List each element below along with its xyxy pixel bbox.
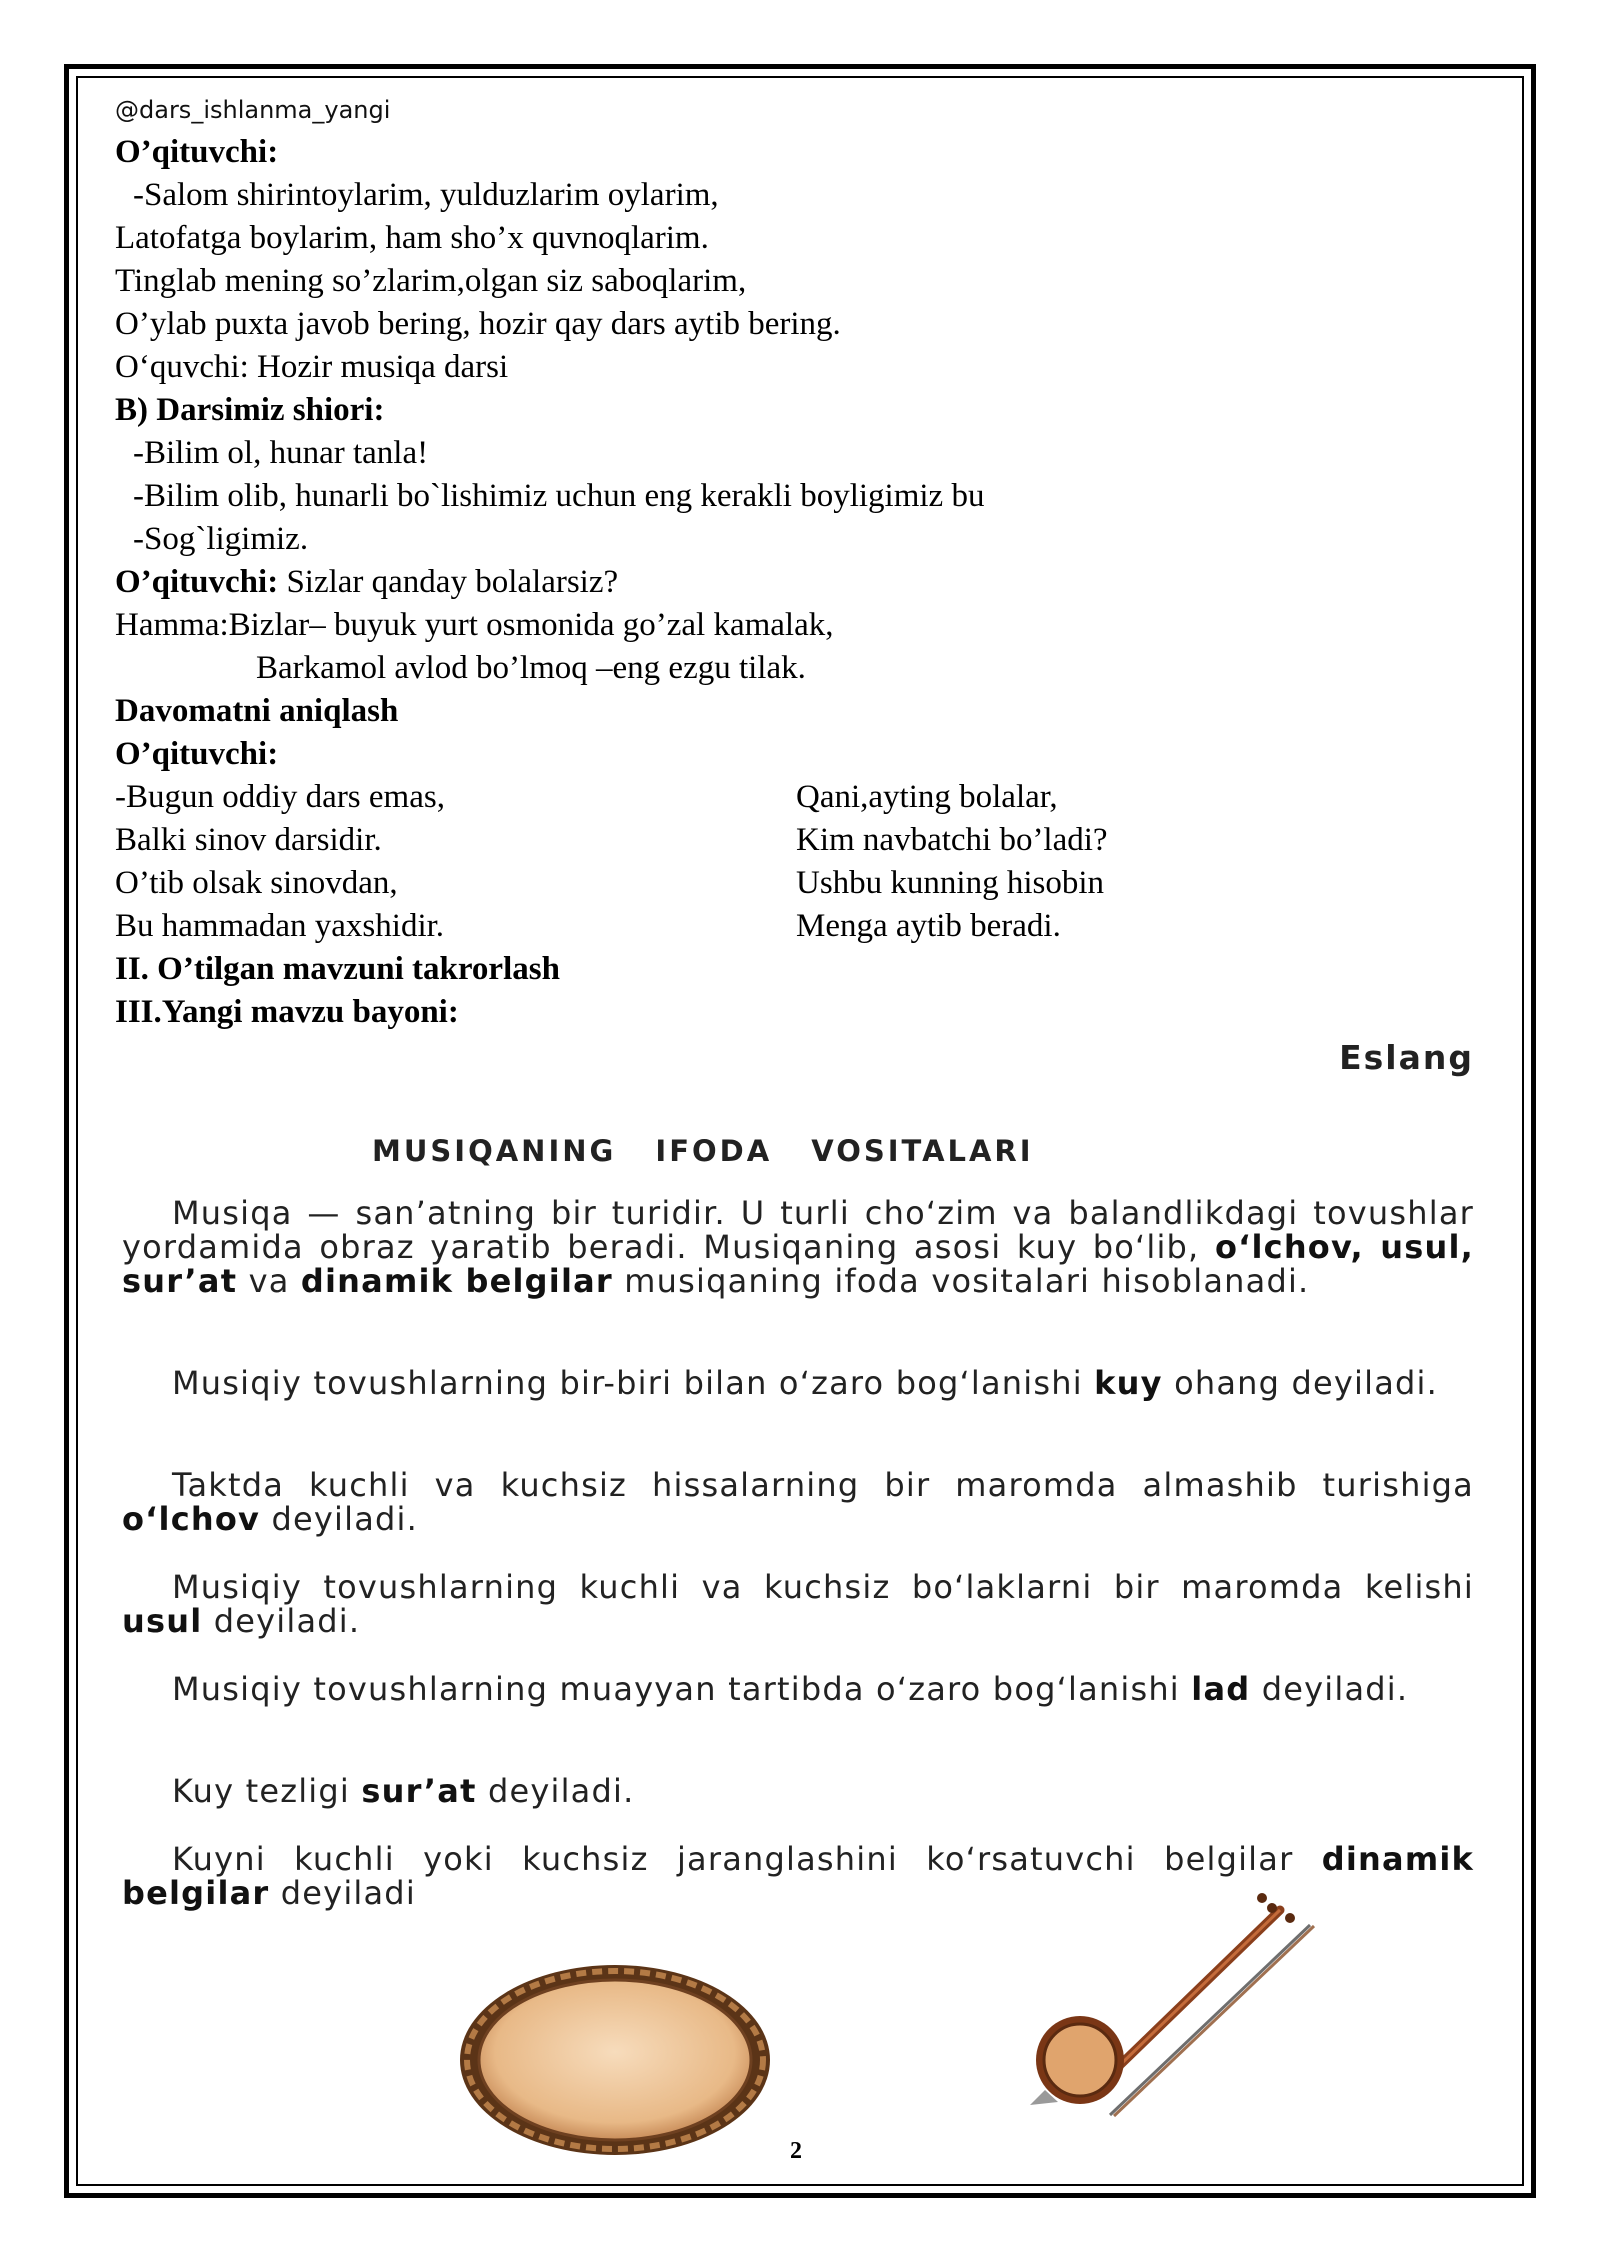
text-line: O‘quvchi: Hozir musiqa darsi xyxy=(115,349,509,385)
motto-heading: B) Darsimiz shiori: xyxy=(115,392,385,428)
section-heading-3: III.Yangi mavzu bayoni: xyxy=(115,994,459,1030)
question-text: Sizlar qanday bolalarsiz? xyxy=(286,564,619,600)
book-paragraph: Musiqiy tovushlarning bir-biri bilan o‘zaro bog‘lanishi kuy ohang deyiladi. xyxy=(172,1364,1438,1402)
teacher-label: O’qituvchi: xyxy=(115,564,279,600)
poem-right-line: Kim navbatchi bo’ladi? xyxy=(796,822,1108,858)
poem-right-line: Ushbu kunning hisobin xyxy=(796,865,1105,901)
string-instrument-icon xyxy=(1010,1890,1320,2120)
poem-left-line: Balki sinov darsidir. xyxy=(115,822,382,858)
book-paragraph: Musiqiy tovushlarning muayyan tartibda o‘zaro bog‘lanishi lad deyiladi. xyxy=(172,1670,1409,1708)
book-paragraph: Taktda kuchli va kuchsiz hissalarning bir maromda almashib turishiga o‘lchov deyiladi. xyxy=(122,1466,1474,1538)
book-paragraph: Kuyni kuchli yoki kuchsiz jaranglashini ko‘rsatuvchi belgilar dinamik belgilar deyiladi xyxy=(122,1840,1475,1912)
text-line: Hamma:Bizlar– buyuk yurt osmonida go’zal kamalak, xyxy=(115,607,834,643)
text-line: O’ylab puxta javob bering, hozir qay dars aytib bering. xyxy=(115,306,841,342)
page-number: 2 xyxy=(790,2138,802,2164)
doira-drum-icon xyxy=(455,1960,775,2160)
book-title: MUSIQANING IFODA VOSITALARI xyxy=(372,1134,1034,1168)
poem-left-line: -Bugun oddiy dars emas, xyxy=(115,779,445,815)
watermark: @dars_ishlanma_yangi xyxy=(115,96,391,124)
section-heading-2: II. O’tilgan mavzuni takrorlash xyxy=(115,951,560,987)
teacher-question xyxy=(115,562,618,602)
book-paragraph: Kuy tezligi sur’at deyiladi. xyxy=(172,1772,635,1810)
poem-right-line: Qani,ayting bolalar, xyxy=(796,779,1058,815)
text-line: -Bilim olib, hunarli bo`lishimiz uchun eng kerakli boyligimiz bu xyxy=(133,478,985,514)
book-paragraph: Musiqa — san’atning bir turidir. U turli cho‘zim va balandlikdagi tovushlar yordamida obraz yaratib beradi. Musiqaning asosi kuy bo‘lib, o‘lchov, usul, sur’at va dinamik belgilar musiqaning ifoda vositalari hisoblanadi. xyxy=(122,1194,1475,1300)
text-line: -Sog`ligimiz. xyxy=(133,521,309,557)
poem-left-line: Bu hammadan yaxshidir. xyxy=(115,908,445,944)
poem-left-line: O’tib olsak sinovdan, xyxy=(115,865,398,901)
text-line: -Bilim ol, hunar tanla! xyxy=(133,435,429,471)
poem-right-line: Menga aytib beradi. xyxy=(796,908,1061,944)
attendance-heading: Davomatni aniqlash xyxy=(115,693,399,729)
eslang-label: Eslang xyxy=(1339,1038,1474,1077)
book-paragraph: Musiqiy tovushlarning kuchli va kuchsiz bo‘laklarni bir maromda kelishi usul deyiladi. xyxy=(122,1568,1474,1640)
text-line: Tinglab mening so’zlarim,olgan siz saboqlarim, xyxy=(115,263,747,299)
text-line: Barkamol avlod bo’lmoq –eng ezgu tilak. xyxy=(256,650,806,686)
text-line: -Salom shirintoylarim, yulduzlarim oylarim, xyxy=(133,177,719,213)
teacher-label: O’qituvchi: xyxy=(115,736,279,772)
text-line: Latofatga boylarim, ham sho’x quvnoqlarim. xyxy=(115,220,709,256)
teacher-label: O’qituvchi: xyxy=(115,134,279,170)
